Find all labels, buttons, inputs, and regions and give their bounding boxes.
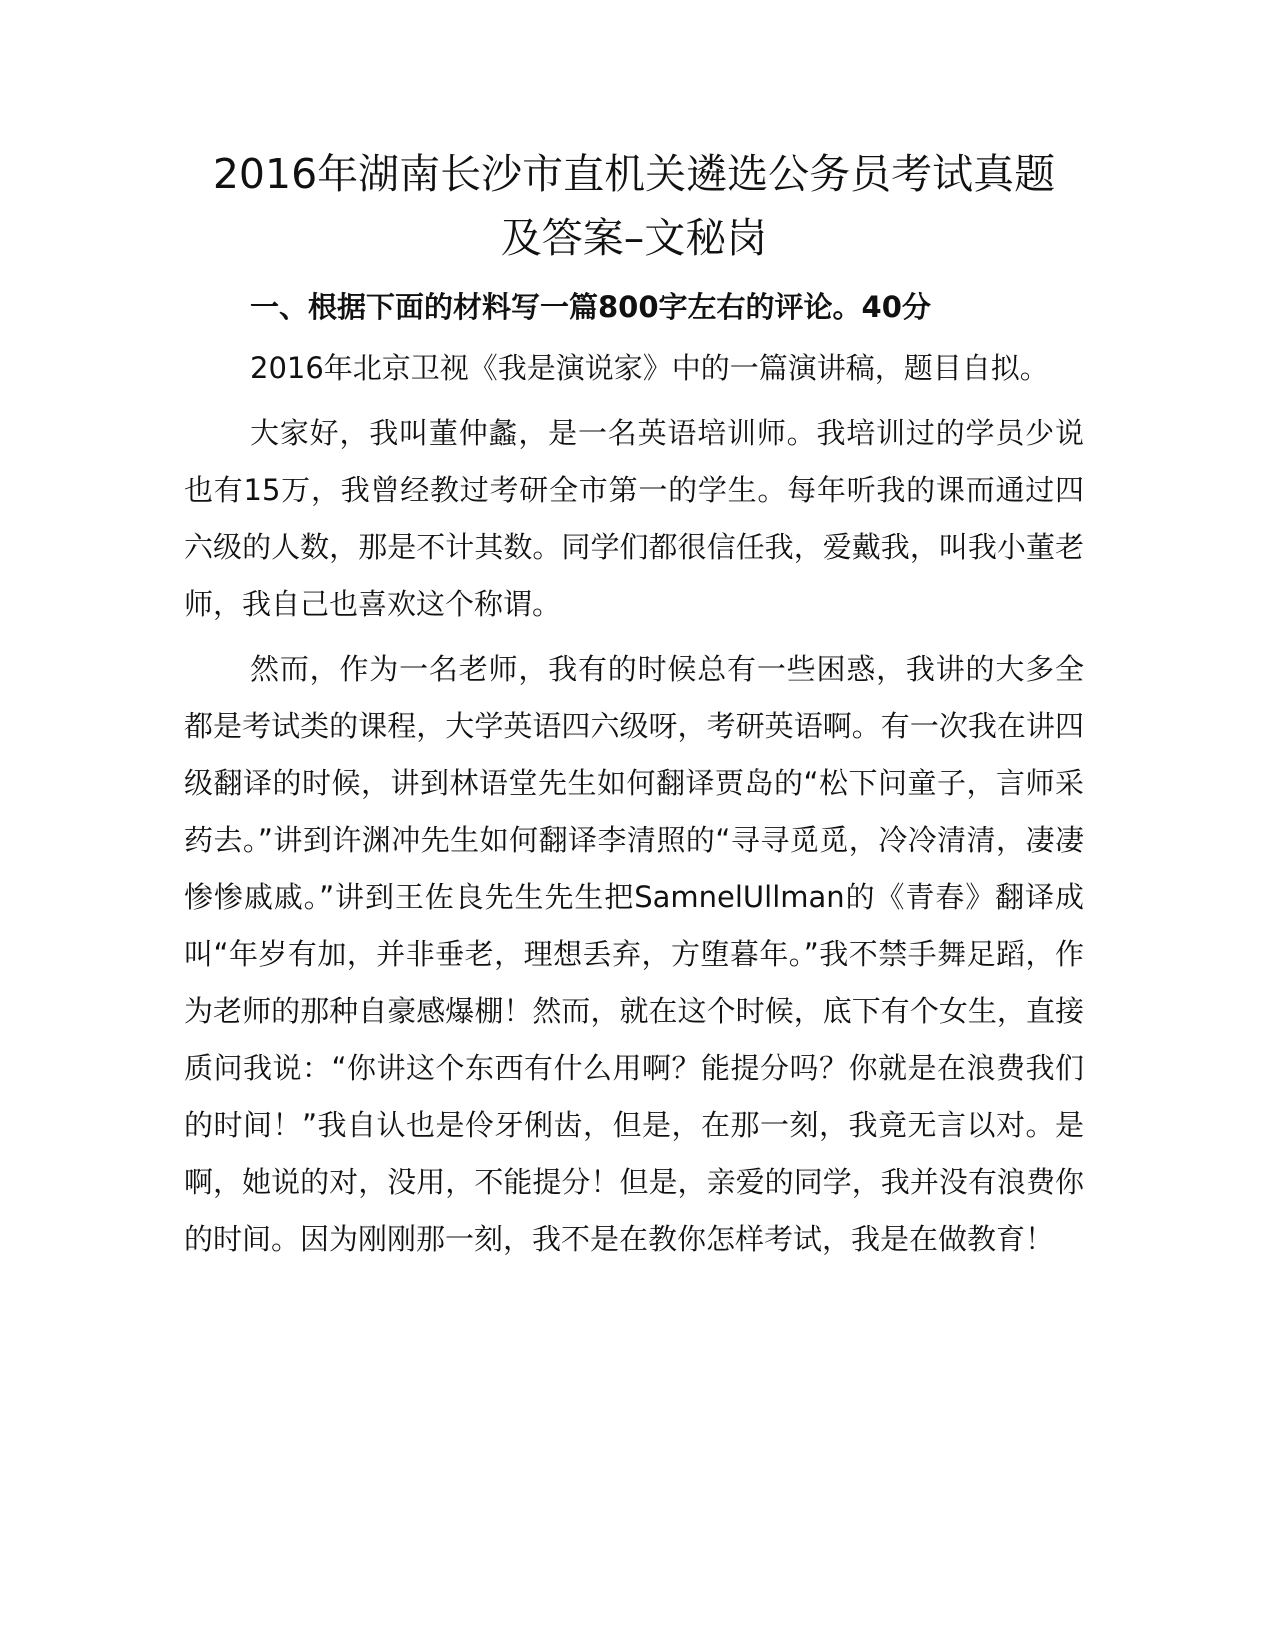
- body-paragraph-1: 大家好，我叫董仲蠡，是一名英语培训师。我培训过的学员少说也有15万，我曾经教过考研全市第一的学生。每年听我的课而通过四六级的人数，那是不计其数。同学们都很信任我，爱戴我，叫我小董老师，我自己也喜欢这个称谓。: [184, 416, 1084, 621]
- title-line-1: 2016年湖南长沙市直机关遴选公务员考试真题: [212, 150, 1056, 198]
- intro-paragraph: 2016年北京卫视《我是演说家》中的一篇演讲稿，题目自拟。: [250, 351, 1049, 385]
- question-heading: 一、根据下面的材料写一篇800字左右的评论。40分: [250, 290, 931, 324]
- document-page: [184, 142, 1084, 1268]
- body-paragraph-2: 然而，作为一名老师，我有的时候总有一些困惑，我讲的大多全都是考试类的课程，大学英语四六级呀，考研英语啊。有一次我在讲四级翻译的时候，讲到林语堂先生如何翻译贾岛的“松下问童子，言师采药去。”讲到许渊冲先生如何翻译李清照的“寻寻觅觅，冷冷清清，凄凄惨惨戚戚。”讲到王佐良先生先生把SamnelUllman的《青春》翻译成叫“年岁有加，并非垂老，理想丢弃，方堕暮年。”我不禁手舞足蹈，作为老师的那种自豪感爆棚！然而，就在这个时候，底下有个女生，直接质问我说：“你讲这个东西有什么用啊？能提分吗？你就是在浪费我们的时间！”我自认也是伶牙俐齿，但是，在那一刻，我竟无言以对。是啊，她说的对，没用，不能提分！但是，亲爱的同学，我并没有浪费你的时间。因为刚刚那一刻，我不是在教你怎样考试，我是在做教育！: [184, 652, 1084, 1256]
- title-line-2: 及答案–文秘岗: [500, 214, 768, 262]
- document-title: [184, 142, 1084, 270]
